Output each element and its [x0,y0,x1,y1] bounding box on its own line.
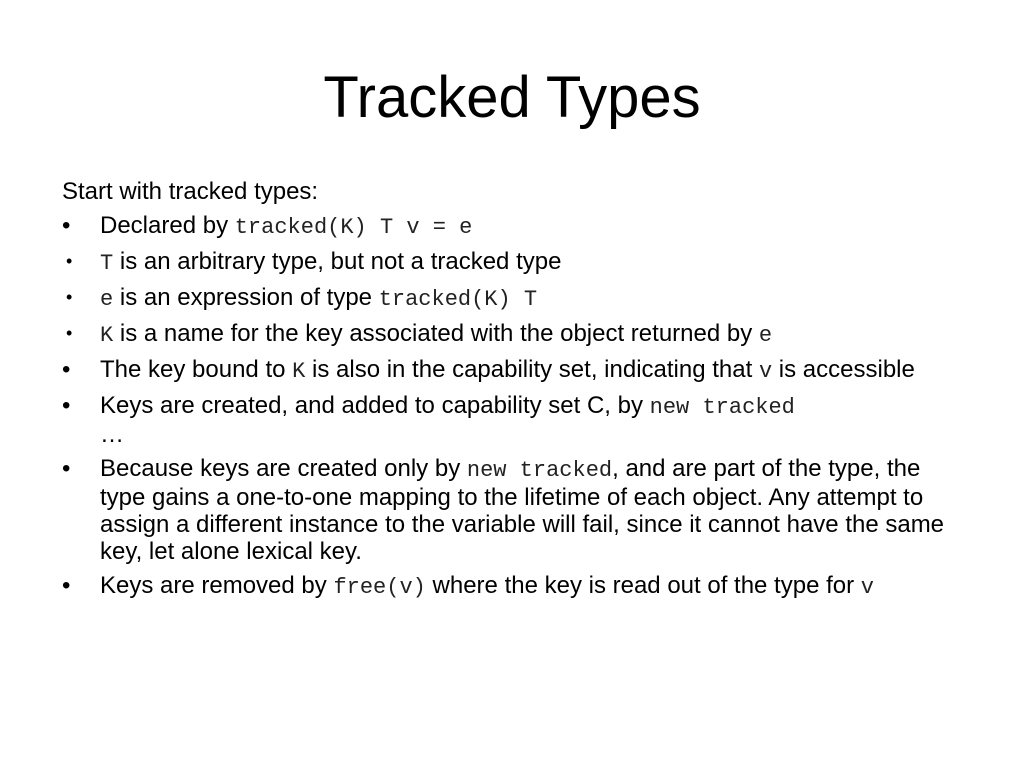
bullet-icon: • [62,572,71,599]
list-item [62,392,972,448]
item-code: new tracked [466,458,613,483]
bullet-icon: • [62,356,71,383]
bullet-icon: • [62,212,71,239]
item-text: Declared by [100,212,235,239]
item-code: K [292,359,306,384]
item-text: … [100,421,124,448]
item-code: free(v) [333,575,426,600]
item-text: is accessible [772,356,915,383]
bullet-icon: • [66,323,73,343]
list-item [62,212,972,241]
intro-text: Start with tracked types: [62,178,319,205]
item-text: The key bound to [100,356,293,383]
list-item [62,248,972,277]
bullet-icon: • [62,455,71,482]
item-code: tracked(K) T [378,287,538,312]
list-item [62,284,972,313]
item-code: K [100,323,114,348]
item-text: is an expression of type [113,284,379,311]
item-code: new tracked [649,395,795,420]
item-code: T [100,251,114,276]
slide-title: Tracked Types [323,65,701,130]
list-item [62,356,972,385]
item-text: is also in the capability set, indicating that [305,356,759,383]
item-code: e [100,287,114,312]
list-item [62,572,972,601]
item-text: where the key is read out of the type for [425,572,861,599]
bullet-icon: • [66,287,73,307]
bullet-list [62,212,972,601]
item-code: v [860,575,874,600]
slide-body [62,178,972,608]
item-code: e [758,323,773,348]
item-text: Keys are removed by [100,572,334,599]
list-item [62,320,972,349]
item-text: Keys are created, and added to capability set C, by [100,392,650,419]
item-text: , and are part of the type, the type gains a one-to-one mapping to the lifetime of each object. Any attempt to assign a different instance to the variable will fail, since it cannot have the same key, let alone lexical key. [100,455,945,565]
item-text: is an arbitrary type, but not a tracked type [113,248,562,275]
bullet-icon: • [62,392,71,419]
item-text: Because keys are created only by [100,455,467,482]
item-code: tracked(K) T v = e [234,215,473,240]
bullet-icon: • [66,251,73,271]
list-item [62,455,972,565]
item-text: is a name for the key associated with the object returned by [113,320,759,347]
item-code: v [758,359,773,384]
